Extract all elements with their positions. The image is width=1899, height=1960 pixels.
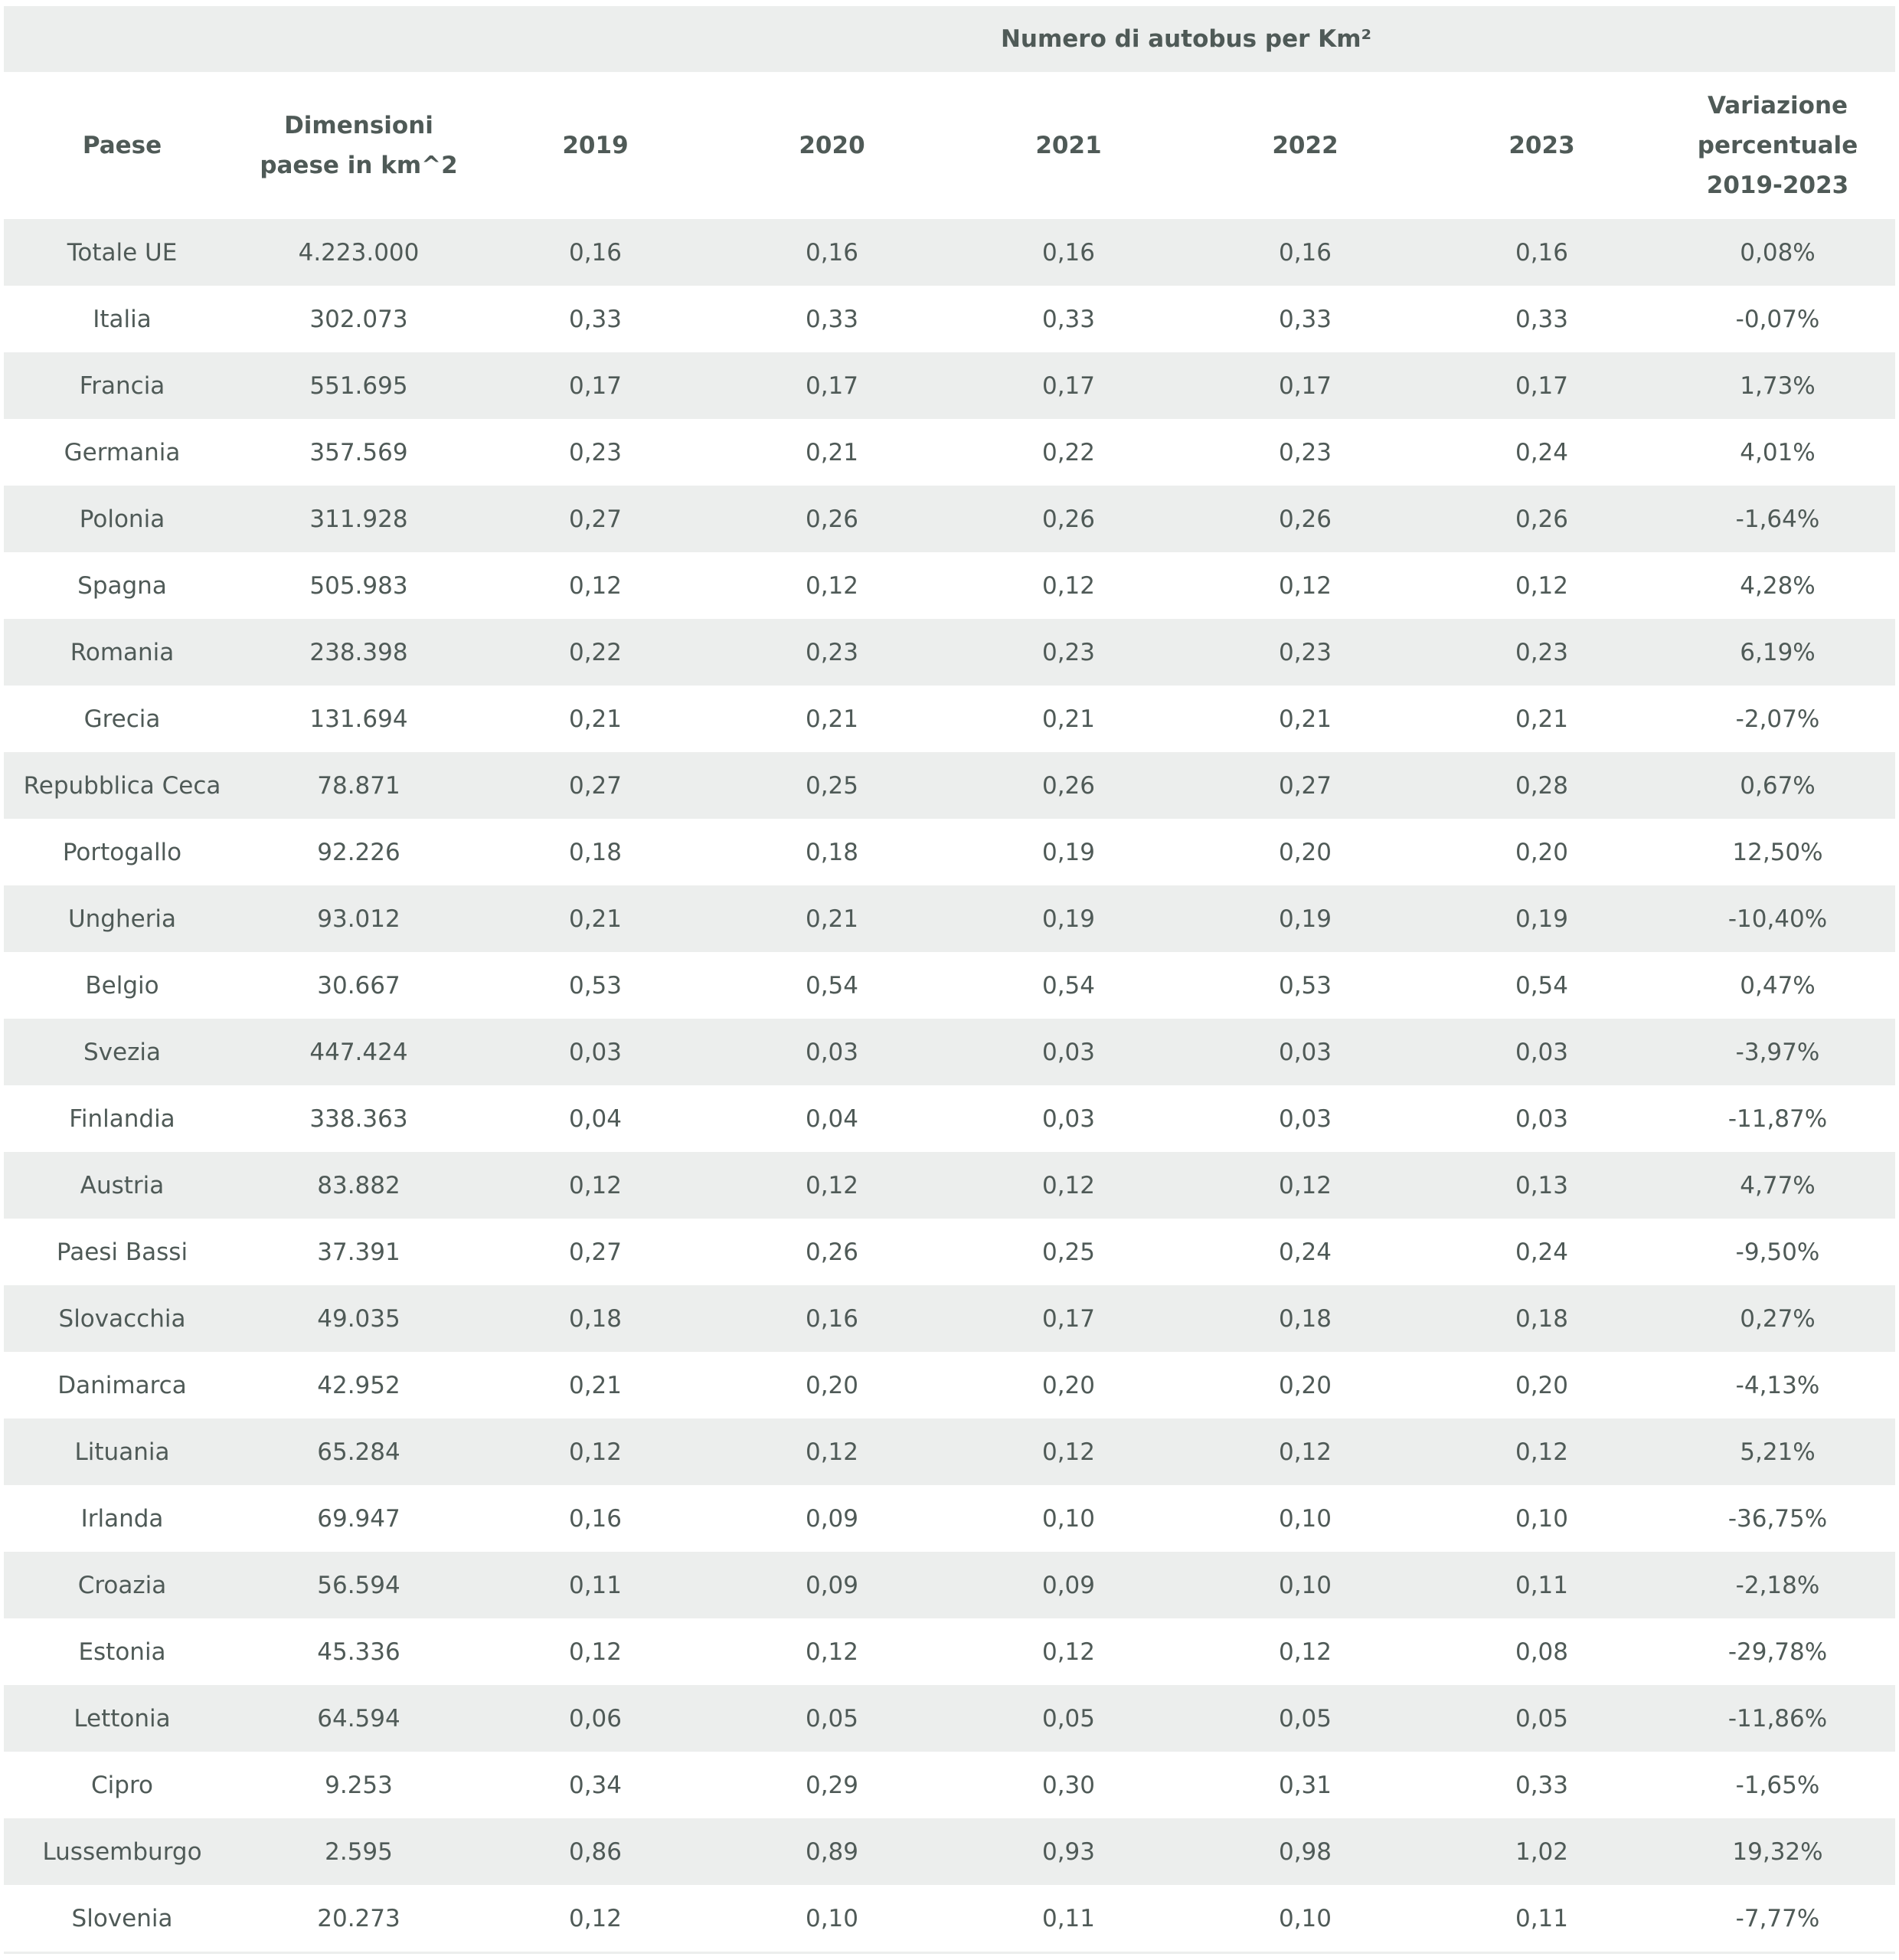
value-cell: 0,33 (950, 286, 1187, 352)
group-header-title: Numero di autobus per Km² (477, 6, 1895, 72)
value-cell: 69.947 (240, 1485, 477, 1552)
value-cell: -4,13% (1660, 1352, 1895, 1418)
table-row (4, 219, 1895, 286)
value-cell: 0,23 (714, 619, 950, 686)
value-cell: 338.363 (240, 1085, 477, 1152)
value-cell: 0,20 (1187, 819, 1423, 885)
value-cell: 0,19 (950, 819, 1187, 885)
column-header-line: paese in km^2 (260, 152, 458, 179)
value-cell: 0,11 (950, 1885, 1187, 1952)
value-cell: 0,23 (950, 619, 1187, 686)
value-cell: 0,16 (714, 1285, 950, 1352)
table-row (4, 419, 1895, 486)
country-cell: Estonia (4, 1618, 240, 1685)
column-header (950, 72, 1187, 219)
value-cell: 0,33 (714, 286, 950, 352)
value-cell: 505.983 (240, 552, 477, 619)
value-cell: 0,30 (950, 1752, 1187, 1818)
value-cell: 0,23 (1423, 619, 1660, 686)
value-cell: 0,21 (477, 686, 714, 752)
table-bottom-rule (4, 1952, 1895, 1954)
value-cell: 0,27% (1660, 1285, 1895, 1352)
value-cell: 0,03 (950, 1085, 1187, 1152)
value-cell: 0,21 (1187, 686, 1423, 752)
value-cell: 0,09 (714, 1485, 950, 1552)
column-header-line: Variazione (1707, 92, 1848, 119)
table-row (4, 686, 1895, 752)
column-header-line: 2021 (1035, 132, 1102, 159)
column-header (714, 72, 950, 219)
value-cell: 0,10 (1187, 1485, 1423, 1552)
value-cell: 0,11 (1423, 1885, 1660, 1952)
value-cell: 0,16 (714, 219, 950, 286)
value-cell: -29,78% (1660, 1618, 1895, 1685)
table-row (4, 1618, 1895, 1685)
column-header (1423, 72, 1660, 219)
value-cell: 0,04 (714, 1085, 950, 1152)
value-cell: 0,21 (714, 686, 950, 752)
value-cell: 6,19% (1660, 619, 1895, 686)
country-cell: Irlanda (4, 1485, 240, 1552)
value-cell: 0,54 (1423, 952, 1660, 1019)
value-cell: 0,27 (477, 486, 714, 552)
country-cell: Germania (4, 419, 240, 486)
value-cell: 19,32% (1660, 1818, 1895, 1885)
value-cell: 5,21% (1660, 1418, 1895, 1485)
value-cell: 0,25 (950, 1219, 1187, 1285)
value-cell: 0,12 (1187, 552, 1423, 619)
value-cell: 0,17 (1187, 352, 1423, 419)
value-cell: 0,22 (950, 419, 1187, 486)
column-header-line: percentuale (1697, 132, 1858, 159)
value-cell: 0,33 (1423, 1752, 1660, 1818)
table-row (4, 752, 1895, 819)
value-cell: 0,12 (714, 1618, 950, 1685)
table-row (4, 885, 1895, 952)
value-cell: 0,27 (1187, 752, 1423, 819)
value-cell: 0,03 (477, 1019, 714, 1085)
table-row (4, 1552, 1895, 1618)
value-cell: 0,12 (950, 1418, 1187, 1485)
country-cell: Slovenia (4, 1885, 240, 1952)
value-cell: 0,16 (1423, 219, 1660, 286)
value-cell: 0,11 (477, 1552, 714, 1618)
column-header-line: Dimensioni (284, 112, 433, 139)
value-cell: 0,03 (1187, 1085, 1423, 1152)
value-cell: 1,73% (1660, 352, 1895, 419)
value-cell: 92.226 (240, 819, 477, 885)
value-cell: 0,12 (1187, 1418, 1423, 1485)
value-cell: 0,26 (714, 1219, 950, 1285)
table-row (4, 352, 1895, 419)
value-cell: -1,65% (1660, 1752, 1895, 1818)
value-cell: 0,53 (1187, 952, 1423, 1019)
value-cell: 2.595 (240, 1818, 477, 1885)
value-cell: 0,12 (477, 1418, 714, 1485)
value-cell: 0,98 (1187, 1818, 1423, 1885)
value-cell: 0,12 (950, 1152, 1187, 1219)
value-cell: 0,19 (1423, 885, 1660, 952)
value-cell: 0,12 (714, 1152, 950, 1219)
column-header-line: 2019 (562, 132, 629, 159)
country-cell: Spagna (4, 552, 240, 619)
value-cell: 0,10 (1187, 1552, 1423, 1618)
country-cell: Francia (4, 352, 240, 419)
table-row (4, 1685, 1895, 1752)
value-cell: 0,20 (1423, 819, 1660, 885)
value-cell: 65.284 (240, 1418, 477, 1485)
bus-density-table (4, 6, 1895, 1952)
value-cell: 0,24 (1423, 419, 1660, 486)
value-cell: 0,27 (477, 752, 714, 819)
table-body (4, 219, 1895, 1952)
value-cell: 0,08% (1660, 219, 1895, 286)
value-cell: -2,07% (1660, 686, 1895, 752)
value-cell: 302.073 (240, 286, 477, 352)
table-row (4, 1352, 1895, 1418)
value-cell: 0,16 (950, 219, 1187, 286)
value-cell: 0,03 (714, 1019, 950, 1085)
value-cell: 20.273 (240, 1885, 477, 1952)
value-cell: 0,31 (1187, 1752, 1423, 1818)
value-cell: 0,86 (477, 1818, 714, 1885)
country-cell: Danimarca (4, 1352, 240, 1418)
value-cell: 0,26 (1187, 486, 1423, 552)
value-cell: 0,05 (1187, 1685, 1423, 1752)
country-cell: Svezia (4, 1019, 240, 1085)
value-cell: 311.928 (240, 486, 477, 552)
column-header-line: 2023 (1508, 132, 1575, 159)
table-row (4, 1485, 1895, 1552)
country-cell: Totale UE (4, 219, 240, 286)
country-cell: Croazia (4, 1552, 240, 1618)
value-cell: 0,16 (477, 1485, 714, 1552)
value-cell: 0,10 (1187, 1885, 1423, 1952)
table-row (4, 952, 1895, 1019)
value-cell: 4,01% (1660, 419, 1895, 486)
value-cell: 0,10 (950, 1485, 1187, 1552)
table-row (4, 1085, 1895, 1152)
value-cell: 0,03 (1187, 1019, 1423, 1085)
value-cell: 0,20 (950, 1352, 1187, 1418)
value-cell: -11,87% (1660, 1085, 1895, 1152)
group-header-spacer (4, 6, 240, 72)
value-cell: 0,12 (477, 1885, 714, 1952)
column-header (1187, 72, 1423, 219)
value-cell: 0,12 (714, 1418, 950, 1485)
value-cell: 0,17 (950, 352, 1187, 419)
value-cell: 45.336 (240, 1618, 477, 1685)
value-cell: 357.569 (240, 419, 477, 486)
country-cell: Polonia (4, 486, 240, 552)
value-cell: 30.667 (240, 952, 477, 1019)
table-row (4, 1885, 1895, 1952)
value-cell: 0,26 (1423, 486, 1660, 552)
column-header-line: 2019-2023 (1706, 172, 1849, 199)
value-cell: 12,50% (1660, 819, 1895, 885)
table-row (4, 1418, 1895, 1485)
value-cell: 0,24 (1187, 1219, 1423, 1285)
value-cell: 42.952 (240, 1352, 477, 1418)
value-cell: 0,11 (1423, 1552, 1660, 1618)
value-cell: 0,19 (950, 885, 1187, 952)
value-cell: 0,20 (1187, 1352, 1423, 1418)
value-cell: 0,12 (477, 1152, 714, 1219)
value-cell: 0,93 (950, 1818, 1187, 1885)
value-cell: 0,12 (1423, 552, 1660, 619)
value-cell: 0,18 (1423, 1285, 1660, 1352)
table-row (4, 1152, 1895, 1219)
value-cell: 0,33 (1423, 286, 1660, 352)
value-cell: 0,33 (1187, 286, 1423, 352)
value-cell: 0,26 (950, 486, 1187, 552)
value-cell: 0,21 (950, 686, 1187, 752)
value-cell: -10,40% (1660, 885, 1895, 952)
value-cell: 0,26 (950, 752, 1187, 819)
value-cell: 0,12 (714, 552, 950, 619)
value-cell: 0,12 (1187, 1152, 1423, 1219)
value-cell: 0,21 (477, 1352, 714, 1418)
value-cell: 0,03 (1423, 1019, 1660, 1085)
column-header (1660, 72, 1895, 219)
table-row (4, 1019, 1895, 1085)
group-header-row (4, 6, 1895, 72)
country-cell: Paesi Bassi (4, 1219, 240, 1285)
value-cell: 0,09 (950, 1552, 1187, 1618)
value-cell: 0,05 (1423, 1685, 1660, 1752)
value-cell: 0,05 (714, 1685, 950, 1752)
value-cell: 0,23 (477, 419, 714, 486)
value-cell: 0,18 (1187, 1285, 1423, 1352)
table-row (4, 1219, 1895, 1285)
value-cell: 0,10 (1423, 1485, 1660, 1552)
column-header-row (4, 72, 1895, 219)
value-cell: 0,03 (1423, 1085, 1660, 1152)
value-cell: 0,12 (950, 552, 1187, 619)
value-cell: 49.035 (240, 1285, 477, 1352)
value-cell: -2,18% (1660, 1552, 1895, 1618)
data-table-container (4, 6, 1895, 1954)
country-cell: Finlandia (4, 1085, 240, 1152)
column-header-line: Paese (82, 132, 162, 159)
value-cell: 0,06 (477, 1685, 714, 1752)
country-cell: Cipro (4, 1752, 240, 1818)
table-row (4, 1285, 1895, 1352)
table-row (4, 286, 1895, 352)
value-cell: 0,20 (714, 1352, 950, 1418)
value-cell: 0,20 (1423, 1352, 1660, 1418)
value-cell: 0,19 (1187, 885, 1423, 952)
value-cell: -9,50% (1660, 1219, 1895, 1285)
value-cell: 0,18 (477, 819, 714, 885)
value-cell: 0,47% (1660, 952, 1895, 1019)
value-cell: 0,26 (714, 486, 950, 552)
table-row (4, 619, 1895, 686)
value-cell: 0,54 (714, 952, 950, 1019)
value-cell: 0,54 (950, 952, 1187, 1019)
country-cell: Lituania (4, 1418, 240, 1485)
country-cell: Austria (4, 1152, 240, 1219)
value-cell: 0,12 (477, 552, 714, 619)
value-cell: 0,09 (714, 1552, 950, 1618)
value-cell: 9.253 (240, 1752, 477, 1818)
value-cell: 0,67% (1660, 752, 1895, 819)
value-cell: 0,89 (714, 1818, 950, 1885)
table-row (4, 1818, 1895, 1885)
value-cell: -1,64% (1660, 486, 1895, 552)
value-cell: 93.012 (240, 885, 477, 952)
value-cell: -11,86% (1660, 1685, 1895, 1752)
column-header-line: 2022 (1272, 132, 1338, 159)
value-cell: -3,97% (1660, 1019, 1895, 1085)
value-cell: 0,05 (950, 1685, 1187, 1752)
value-cell: 0,10 (714, 1885, 950, 1952)
value-cell: 0,28 (1423, 752, 1660, 819)
value-cell: 0,12 (1187, 1618, 1423, 1685)
value-cell: 0,23 (1187, 619, 1423, 686)
value-cell: 0,53 (477, 952, 714, 1019)
value-cell: 0,17 (714, 352, 950, 419)
column-header-line: 2020 (799, 132, 865, 159)
value-cell: 0,22 (477, 619, 714, 686)
value-cell: 0,27 (477, 1219, 714, 1285)
value-cell: 0,03 (950, 1019, 1187, 1085)
value-cell: 551.695 (240, 352, 477, 419)
value-cell: 64.594 (240, 1685, 477, 1752)
value-cell: 1,02 (1423, 1818, 1660, 1885)
table-row (4, 819, 1895, 885)
table-row (4, 552, 1895, 619)
country-cell: Slovacchia (4, 1285, 240, 1352)
value-cell: 0,33 (477, 286, 714, 352)
value-cell: 0,16 (1187, 219, 1423, 286)
value-cell: 0,08 (1423, 1618, 1660, 1685)
value-cell: 0,18 (477, 1285, 714, 1352)
value-cell: 0,21 (714, 419, 950, 486)
value-cell: -0,07% (1660, 286, 1895, 352)
value-cell: 0,34 (477, 1752, 714, 1818)
value-cell: 0,24 (1423, 1219, 1660, 1285)
value-cell: 0,04 (477, 1085, 714, 1152)
table-row (4, 486, 1895, 552)
value-cell: 4,28% (1660, 552, 1895, 619)
value-cell: 0,13 (1423, 1152, 1660, 1219)
value-cell: 0,25 (714, 752, 950, 819)
value-cell: 0,21 (714, 885, 950, 952)
value-cell: 0,18 (714, 819, 950, 885)
country-cell: Repubblica Ceca (4, 752, 240, 819)
country-cell: Portogallo (4, 819, 240, 885)
value-cell: 0,23 (1187, 419, 1423, 486)
value-cell: 0,21 (477, 885, 714, 952)
column-header (477, 72, 714, 219)
country-cell: Belgio (4, 952, 240, 1019)
country-cell: Italia (4, 286, 240, 352)
value-cell: 0,16 (477, 219, 714, 286)
group-header-spacer (240, 6, 477, 72)
value-cell: 0,29 (714, 1752, 950, 1818)
column-header (4, 72, 240, 219)
value-cell: 0,17 (1423, 352, 1660, 419)
value-cell: 4,77% (1660, 1152, 1895, 1219)
country-cell: Lettonia (4, 1685, 240, 1752)
value-cell: 4.223.000 (240, 219, 477, 286)
value-cell: 131.694 (240, 686, 477, 752)
country-cell: Grecia (4, 686, 240, 752)
country-cell: Lussemburgo (4, 1818, 240, 1885)
value-cell: 0,17 (950, 1285, 1187, 1352)
value-cell: 0,12 (950, 1618, 1187, 1685)
value-cell: 238.398 (240, 619, 477, 686)
value-cell: 0,17 (477, 352, 714, 419)
value-cell: -7,77% (1660, 1885, 1895, 1952)
country-cell: Romania (4, 619, 240, 686)
value-cell: 447.424 (240, 1019, 477, 1085)
value-cell: 78.871 (240, 752, 477, 819)
column-header (240, 72, 477, 219)
value-cell: 83.882 (240, 1152, 477, 1219)
value-cell: 0,12 (1423, 1418, 1660, 1485)
value-cell: 37.391 (240, 1219, 477, 1285)
country-cell: Ungheria (4, 885, 240, 952)
value-cell: 0,21 (1423, 686, 1660, 752)
value-cell: -36,75% (1660, 1485, 1895, 1552)
value-cell: 0,12 (477, 1618, 714, 1685)
value-cell: 56.594 (240, 1552, 477, 1618)
table-row (4, 1752, 1895, 1818)
